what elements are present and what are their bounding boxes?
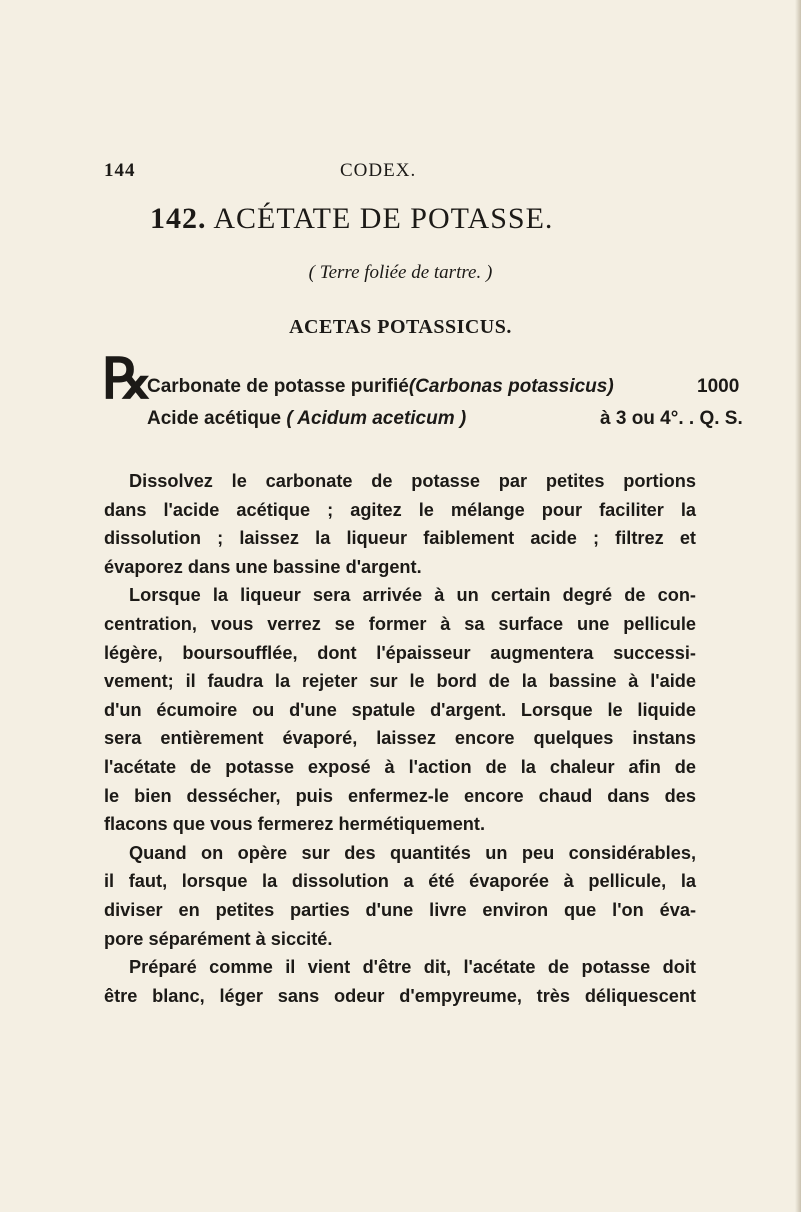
body-line: vement; il faudra la rejeter sur le bord de la bassine à l'aide — [104, 671, 696, 692]
body-line: il faut, lorsque la dissolution a été évaporée à pellicule, la — [104, 871, 696, 892]
body-line: centration, vous verrez se former à sa surface une pellicule — [104, 613, 696, 634]
body-line: Préparé comme il vient d'être dit, l'acétate de potasse doit — [129, 957, 696, 978]
article-heading — [150, 202, 553, 236]
body-line: Dissolvez le carbonate de potasse par petites portions — [129, 471, 696, 491]
running-header: CODEX. — [340, 160, 417, 181]
ingredient-name: Carbonate de potasse purifié — [147, 376, 409, 397]
page-number: 144 — [104, 160, 136, 181]
article-title: ACÉTATE DE POTASSE. — [213, 202, 554, 235]
ingredient-latin: (Carbonas potassicus) — [408, 376, 614, 397]
body-text — [104, 467, 696, 1010]
article-number: 142. — [150, 202, 207, 235]
body-line: pore séparément à siccité. — [104, 928, 333, 949]
body-line: sera entièrement évaporé, laissez encore quelques instans — [104, 728, 696, 749]
page-edge — [795, 0, 801, 1212]
body-line: évaporez dans une bassine d'argent. — [104, 556, 422, 577]
body-line: Lorsque la liqueur sera arrivée à un certain degré de con- — [129, 585, 696, 606]
body-line: l'acétate de potasse exposé à l'action de la chaleur afin de — [104, 756, 696, 777]
ingredient-quantity: 1000 — [697, 376, 740, 397]
ingredient-line — [147, 408, 466, 430]
body-line: légère, boursoufflée, dont l'épaisseur augmentera successi- — [104, 642, 696, 663]
recipe-symbol: ℞ — [102, 349, 153, 411]
body-line: d'un écumoire ou d'une spatule d'argent. Lorsque le liquide — [104, 699, 696, 720]
body-line: le bien dessécher, puis enfermez-le encore chaud dans des — [104, 785, 696, 806]
article-synonym: ( Terre foliée de tartre. ) — [308, 262, 493, 283]
ingredient-line — [147, 376, 614, 398]
body-line: être blanc, léger sans odeur d'empyreume, très déliquescent — [104, 985, 696, 1006]
ingredient-latin: ( Acidum aceticum ) — [286, 408, 467, 429]
body-line: flacons que vous fermerez hermétiquement. — [104, 814, 486, 835]
body-line: diviser en petites parties d'une livre environ que l'on éva- — [104, 899, 696, 920]
ingredient-quantity: à 3 ou 4°. . Q. S. — [600, 408, 743, 429]
ingredient-name: Acide acétique — [147, 408, 282, 429]
body-line: dissolution ; laissez la liqueur faiblement acide ; filtrez et — [104, 528, 696, 549]
latin-name: ACETAS POTASSICUS. — [289, 316, 512, 338]
body-line: dans l'acide acétique ; agitez le mélange pour faciliter la — [104, 499, 696, 520]
body-line: Quand on opère sur des quantités un peu considérables, — [129, 842, 696, 863]
